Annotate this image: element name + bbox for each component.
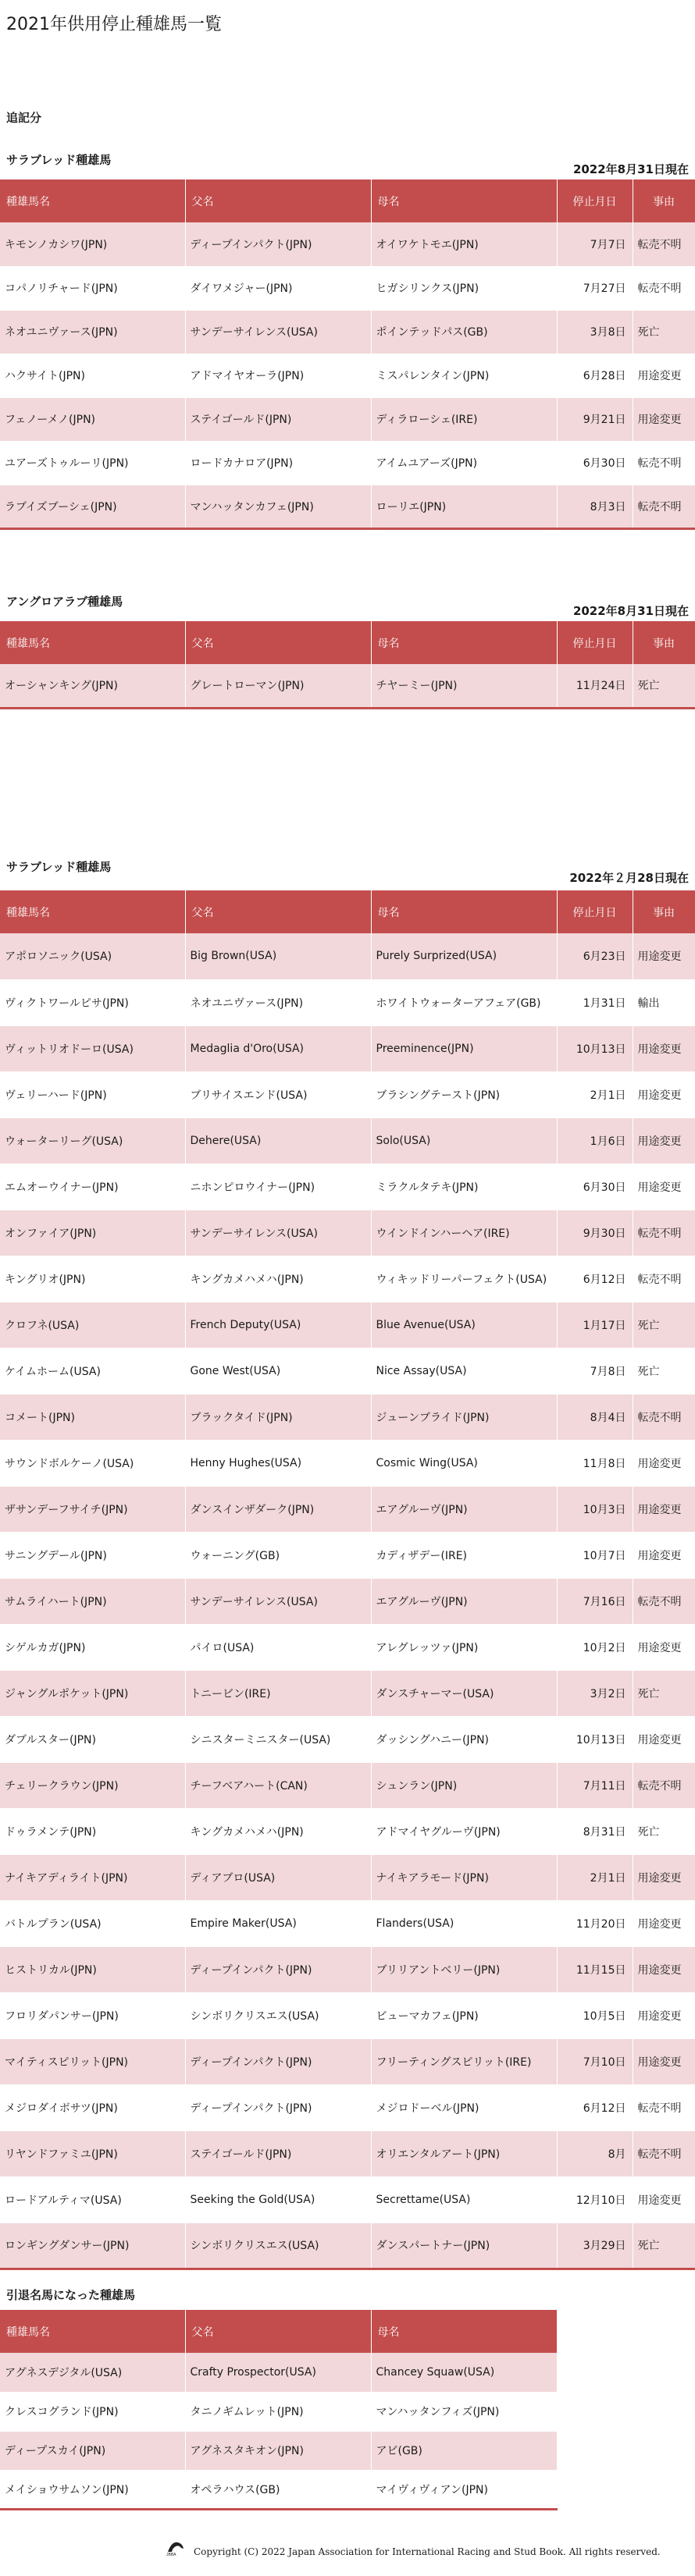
dam-cell: ウインドインハーヘア(IRE) <box>371 1210 557 1256</box>
stallion-name-cell: ヴィットリオドーロ(USA) <box>0 1025 185 1071</box>
dam-cell: ブリリアントベリー(JPN) <box>371 1946 557 1992</box>
section2-label: アングロアラブ種雄馬 <box>6 595 123 609</box>
stallion-name-cell: ディープスカイ(JPN) <box>0 2431 185 2470</box>
section4-label: 引退名馬になった種雄馬 <box>6 2288 136 2302</box>
column-header: 父名 <box>185 179 371 222</box>
stallion-name-cell: キモンノカシワ(JPN) <box>0 222 185 266</box>
dam-cell: シュンラン(JPN) <box>371 1762 557 1808</box>
stop-date-cell: 10月3日 <box>557 1486 633 1532</box>
stallion-name-cell: ロンギングダンサー(JPN) <box>0 2222 185 2269</box>
table-row <box>0 1302 695 1348</box>
table-row <box>0 1900 695 1946</box>
dam-cell: アイムユアーズ(JPN) <box>371 441 557 485</box>
table-row <box>0 1394 695 1440</box>
dam-cell: ダッシングハニー(JPN) <box>371 1716 557 1762</box>
table-row <box>0 933 695 979</box>
stallion-name-cell: アグネスデジタル(USA) <box>0 2353 185 2392</box>
sire-cell: オペラハウス(GB) <box>185 2470 371 2509</box>
stop-date-cell: 9月30日 <box>557 1210 633 1256</box>
table-row <box>0 1025 695 1071</box>
dam-cell: ローリエ(JPN) <box>371 485 557 528</box>
stop-date-cell: 6月30日 <box>557 1164 633 1210</box>
table-row <box>0 1992 695 2038</box>
stallion-name-cell: メイショウサムソン(JPN) <box>0 2470 185 2509</box>
stop-date-cell: 9月21日 <box>557 397 633 441</box>
section3-label: サラブレッド種雄馬 <box>6 860 112 874</box>
table-row <box>0 1256 695 1302</box>
stallion-name-cell: ネオユニヴァース(JPN) <box>0 310 185 354</box>
reason-cell: 用途変更 <box>633 1992 695 2038</box>
reason-cell: 死亡 <box>633 1808 695 1854</box>
sire-cell: シンボリクリスエス(USA) <box>185 2222 371 2269</box>
stallion-name-cell: ヴィクトワールピサ(JPN) <box>0 979 185 1025</box>
reason-cell: 死亡 <box>633 2222 695 2269</box>
sire-cell: ブラックタイド(JPN) <box>185 1394 371 1440</box>
table-row <box>0 2353 557 2392</box>
stallion-name-cell: フェノーメノ(JPN) <box>0 397 185 441</box>
sire-cell: ディープインパクト(JPN) <box>185 2084 371 2130</box>
sire-cell: Dehere(USA) <box>185 1117 371 1164</box>
reason-cell: 転売不明 <box>633 1394 695 1440</box>
stop-date-cell: 6月12日 <box>557 1256 633 1302</box>
table-row <box>0 2431 557 2470</box>
reason-cell: 転売不明 <box>633 485 695 528</box>
reason-cell: 死亡 <box>633 1348 695 1394</box>
stop-date-cell: 7月7日 <box>557 222 633 266</box>
stallion-name-cell: フロリダパンサー(JPN) <box>0 1992 185 2038</box>
dam-cell: Purely Surprized(USA) <box>371 933 557 979</box>
dam-cell: Solo(USA) <box>371 1117 557 1164</box>
stallion-name-cell: エムオーウイナー(JPN) <box>0 1164 185 1210</box>
table-row <box>0 1071 695 1117</box>
table-row <box>0 2392 557 2431</box>
table-row <box>0 354 695 397</box>
section1-table <box>0 179 695 530</box>
column-header: 種雄馬名 <box>0 890 185 933</box>
stop-date-cell: 3月2日 <box>557 1670 633 1716</box>
stallion-name-cell: クレスコグランド(JPN) <box>0 2392 185 2431</box>
reason-cell: 用途変更 <box>633 2038 695 2084</box>
table-row <box>0 1716 695 1762</box>
sire-cell: キングカメハメハ(JPN) <box>185 1256 371 1302</box>
reason-cell: 用途変更 <box>633 1440 695 1486</box>
stop-date-cell: 7月27日 <box>557 266 633 310</box>
stallion-name-cell: ハクサイト(JPN) <box>0 354 185 397</box>
section1-as-of: 2022年8月31日現在 <box>572 162 689 176</box>
sire-cell: シンボリクリスエス(USA) <box>185 1992 371 2038</box>
header-row <box>0 890 695 933</box>
sire-cell: ステイゴールド(JPN) <box>185 2130 371 2176</box>
column-header: 父名 <box>185 890 371 933</box>
column-header: 母名 <box>371 179 557 222</box>
dam-cell: Chancey Squaw(USA) <box>371 2353 557 2392</box>
stallion-name-cell: ドゥラメンテ(JPN) <box>0 1808 185 1854</box>
sire-cell: サンデーサイレンス(USA) <box>185 1210 371 1256</box>
header-row <box>0 179 695 222</box>
table-row <box>0 2176 695 2222</box>
stop-date-cell: 10月2日 <box>557 1624 633 1670</box>
sire-cell: パイロ(USA) <box>185 1624 371 1670</box>
column-header: 種雄馬名 <box>0 179 185 222</box>
reason-cell: 用途変更 <box>633 1071 695 1117</box>
table-row <box>0 1486 695 1532</box>
reason-cell: 死亡 <box>633 1302 695 1348</box>
reason-cell: 転売不明 <box>633 441 695 485</box>
dam-cell: ディラローシェ(IRE) <box>371 397 557 441</box>
sire-cell: ステイゴールド(JPN) <box>185 397 371 441</box>
table-row <box>0 397 695 441</box>
stop-date-cell: 6月30日 <box>557 441 633 485</box>
dam-cell: ジューンブライド(JPN) <box>371 1394 557 1440</box>
stallion-name-cell: サニングデール(JPN) <box>0 1532 185 1578</box>
table-row <box>0 1164 695 1210</box>
reason-cell: 死亡 <box>633 310 695 354</box>
reason-cell: 転売不明 <box>633 266 695 310</box>
column-header: 母名 <box>371 2310 557 2353</box>
sire-cell: チーフベアハート(CAN) <box>185 1762 371 1808</box>
reason-cell: 用途変更 <box>633 1486 695 1532</box>
column-header: 母名 <box>371 621 557 664</box>
stop-date-cell: 11月20日 <box>557 1900 633 1946</box>
stallion-name-cell: チェリークラウン(JPN) <box>0 1762 185 1808</box>
stop-date-cell: 3月29日 <box>557 2222 633 2269</box>
stallion-name-cell: メジロダイボサツ(JPN) <box>0 2084 185 2130</box>
sire-cell: ニホンピロウイナー(JPN) <box>185 1164 371 1210</box>
dam-cell: メジロドーベル(JPN) <box>371 2084 557 2130</box>
table-row <box>0 1670 695 1716</box>
dam-cell: Preeminence(JPN) <box>371 1025 557 1071</box>
table-row <box>0 310 695 354</box>
stallion-name-cell: オンファイア(JPN) <box>0 1210 185 1256</box>
table-row <box>0 1532 695 1578</box>
sire-cell: Crafty Prospector(USA) <box>185 2353 371 2392</box>
dam-cell: アビ(GB) <box>371 2431 557 2470</box>
reason-cell: 用途変更 <box>633 1117 695 1164</box>
column-header: 事由 <box>633 621 695 664</box>
supplement-label: 追記分 <box>6 111 42 125</box>
stop-date-cell: 3月8日 <box>557 310 633 354</box>
stop-date-cell: 12月10日 <box>557 2176 633 2222</box>
section1-label: サラブレッド種雄馬 <box>6 153 112 167</box>
reason-cell: 用途変更 <box>633 1025 695 1071</box>
reason-cell: 転売不明 <box>633 1762 695 1808</box>
stop-date-cell: 2月1日 <box>557 1071 633 1117</box>
sire-cell: French Deputy(USA) <box>185 1302 371 1348</box>
sire-cell: アグネスタキオン(JPN) <box>185 2431 371 2470</box>
column-header: 停止月日 <box>557 890 633 933</box>
table-row <box>0 1624 695 1670</box>
reason-cell: 転売不明 <box>633 1210 695 1256</box>
column-header: 種雄馬名 <box>0 621 185 664</box>
dam-cell: Blue Avenue(USA) <box>371 1302 557 1348</box>
stop-date-cell: 6月23日 <box>557 933 633 979</box>
sire-cell: キングカメハメハ(JPN) <box>185 1808 371 1854</box>
table-row <box>0 1440 695 1486</box>
dam-cell: ヒガシリンクス(JPN) <box>371 266 557 310</box>
sire-cell: サンデーサイレンス(USA) <box>185 310 371 354</box>
reason-cell: 用途変更 <box>633 1624 695 1670</box>
column-header: 父名 <box>185 621 371 664</box>
dam-cell: アドマイヤグルーヴ(JPN) <box>371 1808 557 1854</box>
section3-table <box>0 890 695 2270</box>
sire-cell: ダンスインザダーク(JPN) <box>185 1486 371 1532</box>
stop-date-cell: 1月6日 <box>557 1117 633 1164</box>
table-row <box>0 485 695 528</box>
jbba-logo <box>166 2538 186 2556</box>
table-row <box>0 2130 695 2176</box>
logo-text: JBBA <box>166 2553 176 2556</box>
reason-cell: 用途変更 <box>633 1716 695 1762</box>
stallion-name-cell: ロードアルティマ(USA) <box>0 2176 185 2222</box>
stallion-name-cell: リヤンドファミユ(JPN) <box>0 2130 185 2176</box>
sire-cell: ディープインパクト(JPN) <box>185 222 371 266</box>
reason-cell: 用途変更 <box>633 397 695 441</box>
reason-cell: 用途変更 <box>633 1900 695 1946</box>
table-row <box>0 1762 695 1808</box>
table-row <box>0 979 695 1025</box>
dam-cell: エアグルーヴ(JPN) <box>371 1578 557 1624</box>
stallion-name-cell: ケイムホーム(USA) <box>0 1348 185 1394</box>
stallion-name-cell: コメート(JPN) <box>0 1394 185 1440</box>
sire-cell: グレートローマン(JPN) <box>185 664 371 708</box>
dam-cell: マイヴィヴィアン(JPN) <box>371 2470 557 2509</box>
header-row <box>0 2310 557 2353</box>
stallion-name-cell: ユアーズトゥルーリ(JPN) <box>0 441 185 485</box>
stop-date-cell: 11月15日 <box>557 1946 633 1992</box>
table-row <box>0 2084 695 2130</box>
sire-cell: ロードカナロア(JPN) <box>185 441 371 485</box>
sire-cell: サンデーサイレンス(USA) <box>185 1578 371 1624</box>
header-row <box>0 621 695 664</box>
stop-date-cell: 7月11日 <box>557 1762 633 1808</box>
dam-cell: ウィキッドリーパーフェクト(USA) <box>371 1256 557 1302</box>
reason-cell: 輸出 <box>633 979 695 1025</box>
stallion-name-cell: ラブイズブーシェ(JPN) <box>0 485 185 528</box>
stop-date-cell: 10月13日 <box>557 1716 633 1762</box>
column-header: 事由 <box>633 890 695 933</box>
stop-date-cell: 1月17日 <box>557 1302 633 1348</box>
stop-date-cell: 11月8日 <box>557 1440 633 1486</box>
dam-cell: ダンスパートナー(JPN) <box>371 2222 557 2269</box>
dam-cell: Cosmic Wing(USA) <box>371 1440 557 1486</box>
stop-date-cell: 6月12日 <box>557 2084 633 2130</box>
table-row <box>0 2222 695 2269</box>
reason-cell: 死亡 <box>633 1670 695 1716</box>
sire-cell: ネオユニヴァース(JPN) <box>185 979 371 1025</box>
sire-cell: Gone West(USA) <box>185 1348 371 1394</box>
sire-cell: アドマイヤオーラ(JPN) <box>185 354 371 397</box>
sire-cell: シニスターミニスター(USA) <box>185 1716 371 1762</box>
stop-date-cell: 6月28日 <box>557 354 633 397</box>
dam-cell: エアグルーヴ(JPN) <box>371 1486 557 1532</box>
sire-cell: Empire Maker(USA) <box>185 1900 371 1946</box>
column-header: 父名 <box>185 2310 371 2353</box>
stop-date-cell: 10月7日 <box>557 1532 633 1578</box>
dam-cell: ナイキアラモード(JPN) <box>371 1854 557 1900</box>
table-row <box>0 222 695 266</box>
stallion-name-cell: ジャングルポケット(JPN) <box>0 1670 185 1716</box>
sire-cell: ディープインパクト(JPN) <box>185 2038 371 2084</box>
stallion-name-cell: アポロソニック(USA) <box>0 933 185 979</box>
reason-cell: 転売不明 <box>633 1256 695 1302</box>
sire-cell: Henny Hughes(USA) <box>185 1440 371 1486</box>
stallion-name-cell: シゲルカガ(JPN) <box>0 1624 185 1670</box>
reason-cell: 死亡 <box>633 664 695 708</box>
table-row <box>0 1946 695 1992</box>
section3-as-of: 2022年２月28日現在 <box>569 871 689 885</box>
sire-cell: Big Brown(USA) <box>185 933 371 979</box>
stallion-name-cell: サウンドボルケーノ(USA) <box>0 1440 185 1486</box>
column-header: 停止月日 <box>557 621 633 664</box>
stop-date-cell: 11月24日 <box>557 664 633 708</box>
sire-cell: トニービン(IRE) <box>185 1670 371 1716</box>
table-row <box>0 1578 695 1624</box>
stallion-name-cell: ザサンデーフサイチ(JPN) <box>0 1486 185 1532</box>
stallion-name-cell: オーシャンキング(JPN) <box>0 664 185 708</box>
copyright-text: Copyright (C) 2022 Japan Association for International Racing and Stud Book. All rights reserved. <box>194 2546 661 2557</box>
dam-cell: フリーティングスピリット(IRE) <box>371 2038 557 2084</box>
dam-cell: ブラシングテースト(JPN) <box>371 1071 557 1117</box>
stop-date-cell: 10月13日 <box>557 1025 633 1071</box>
stallion-name-cell: ヒストリカル(JPN) <box>0 1946 185 1992</box>
dam-cell: ミラクルタテキ(JPN) <box>371 1164 557 1210</box>
dam-cell: オイワケトモエ(JPN) <box>371 222 557 266</box>
section2-as-of: 2022年8月31日現在 <box>572 604 689 618</box>
dam-cell: チヤーミー(JPN) <box>371 664 557 708</box>
reason-cell: 転売不明 <box>633 222 695 266</box>
column-header: 事由 <box>633 179 695 222</box>
stallion-name-cell: ウォーターリーグ(USA) <box>0 1117 185 1164</box>
dam-cell: ポインテッドパス(GB) <box>371 310 557 354</box>
dam-cell: マンハッタンフィズ(JPN) <box>371 2392 557 2431</box>
stallion-name-cell: ヴェリーハード(JPN) <box>0 1071 185 1117</box>
reason-cell: 用途変更 <box>633 1164 695 1210</box>
sire-cell: ダイワメジャー(JPN) <box>185 266 371 310</box>
stallion-name-cell: サムライハート(JPN) <box>0 1578 185 1624</box>
dam-cell: Flanders(USA) <box>371 1900 557 1946</box>
reason-cell: 用途変更 <box>633 1854 695 1900</box>
dam-cell: アレグレッツァ(JPN) <box>371 1624 557 1670</box>
table-row <box>0 2470 557 2509</box>
dam-cell: ダンスチャーマー(USA) <box>371 1670 557 1716</box>
stop-date-cell: 7月8日 <box>557 1348 633 1394</box>
stallion-name-cell: ダブルスター(JPN) <box>0 1716 185 1762</box>
dam-cell: Secrettame(USA) <box>371 2176 557 2222</box>
table-row <box>0 441 695 485</box>
stallion-name-cell: クロフネ(USA) <box>0 1302 185 1348</box>
stallion-name-cell: ナイキアディライト(JPN) <box>0 1854 185 1900</box>
dam-cell: ホワイトウォーターアフェア(GB) <box>371 979 557 1025</box>
stallion-name-cell: バトルプラン(USA) <box>0 1900 185 1946</box>
table-row <box>0 266 695 310</box>
stop-date-cell: 7月10日 <box>557 2038 633 2084</box>
stop-date-cell: 7月16日 <box>557 1578 633 1624</box>
table-row <box>0 1808 695 1854</box>
table-row <box>0 1210 695 1256</box>
reason-cell: 用途変更 <box>633 1532 695 1578</box>
reason-cell: 転売不明 <box>633 2084 695 2130</box>
sire-cell: Medaglia d'Oro(USA) <box>185 1025 371 1071</box>
sire-cell: マンハッタンカフェ(JPN) <box>185 485 371 528</box>
sire-cell: タニノギムレット(JPN) <box>185 2392 371 2431</box>
reason-cell: 転売不明 <box>633 2130 695 2176</box>
stallion-name-cell: キングリオ(JPN) <box>0 1256 185 1302</box>
stop-date-cell: 8月31日 <box>557 1808 633 1854</box>
stop-date-cell: 8月4日 <box>557 1394 633 1440</box>
reason-cell: 用途変更 <box>633 1946 695 1992</box>
dam-cell: ミスパレンタイン(JPN) <box>371 354 557 397</box>
table-row <box>0 1117 695 1164</box>
reason-cell: 用途変更 <box>633 2176 695 2222</box>
reason-cell: 用途変更 <box>633 933 695 979</box>
section2-table <box>0 621 695 709</box>
sire-cell: Seeking the Gold(USA) <box>185 2176 371 2222</box>
stallion-name-cell: マイティスピリット(JPN) <box>0 2038 185 2084</box>
table-row <box>0 664 695 708</box>
stop-date-cell: 8月 <box>557 2130 633 2176</box>
sire-cell: ブリサイスエンド(USA) <box>185 1071 371 1117</box>
reason-cell: 用途変更 <box>633 354 695 397</box>
sire-cell: ウォーニング(GB) <box>185 1532 371 1578</box>
stallion-name-cell: コパノリチャード(JPN) <box>0 266 185 310</box>
dam-cell: Nice Assay(USA) <box>371 1348 557 1394</box>
section4-table <box>0 2310 558 2510</box>
page-title: 2021年供用停止種雄馬一覧 <box>6 15 222 34</box>
sire-cell: ディープインパクト(JPN) <box>185 1946 371 1992</box>
stop-date-cell: 2月1日 <box>557 1854 633 1900</box>
sire-cell: ディアブロ(USA) <box>185 1854 371 1900</box>
column-header: 母名 <box>371 890 557 933</box>
stop-date-cell: 10月5日 <box>557 1992 633 2038</box>
table-row <box>0 1854 695 1900</box>
dam-cell: ビューマカフェ(JPN) <box>371 1992 557 2038</box>
table-row <box>0 1348 695 1394</box>
stop-date-cell: 1月31日 <box>557 979 633 1025</box>
dam-cell: カディザデー(IRE) <box>371 1532 557 1578</box>
dam-cell: オリエンタルアート(JPN) <box>371 2130 557 2176</box>
stop-date-cell: 8月3日 <box>557 485 633 528</box>
column-header: 種雄馬名 <box>0 2310 185 2353</box>
table-row <box>0 2038 695 2084</box>
column-header: 停止月日 <box>557 179 633 222</box>
reason-cell: 転売不明 <box>633 1578 695 1624</box>
